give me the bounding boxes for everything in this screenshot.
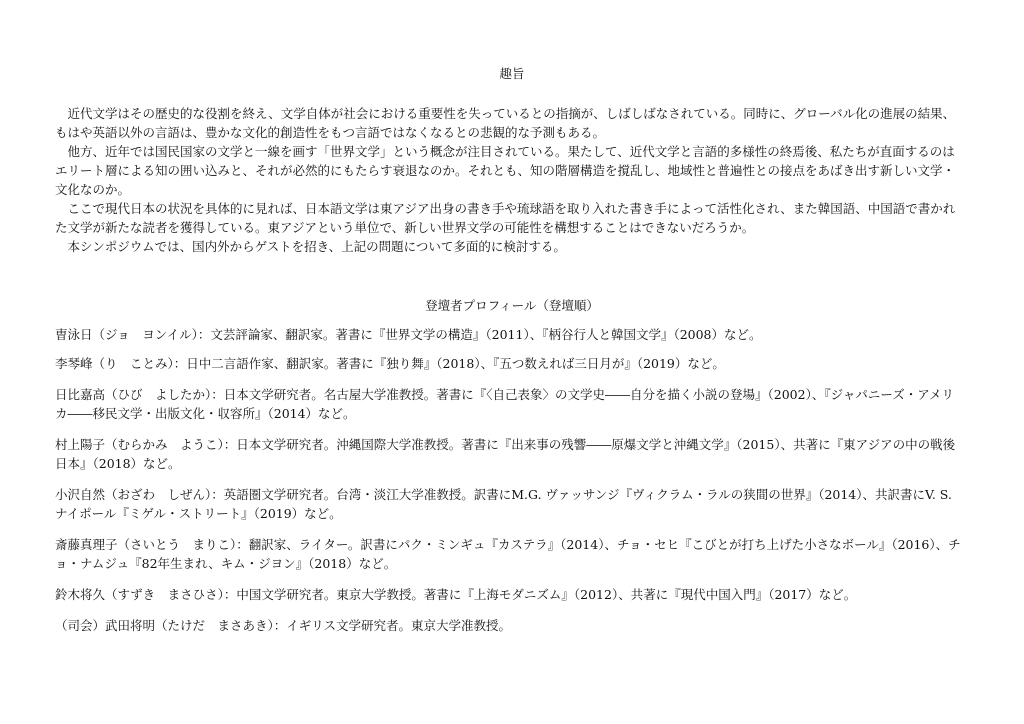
profile-item: 鈴木将久（すずき まさひさ）：中国文学研究者。東京大学教授。著書に『上海モダニズム』（2012）、共著に『現代中国入門』（2017）など。 — [55, 587, 857, 602]
profile-item: 斎藤真理子（さいとう まりこ）：翻訳家、ライター。訳書にパク・ミンギュ『カステラ』（2014）、チョ・セヒ『こびとが打ち上げた小さなボール』（2016）、チョ・ナムジュ『82年生まれ、キム・ジヨン』（2018）など。 — [55, 537, 961, 571]
profile-item: 日比嘉高（ひび よしたか）：日本文学研究者。名古屋大学准教授。著書に『〈自己表象〉の文学史――自分を描く小説の登場』（2002）、『ジャパニーズ・アメリカ――移民文学・出版文化・収容所』（2014）など。 — [55, 387, 954, 421]
profile-item: 小沢自然（おざわ しぜん）：英語圏文学研究者。台湾・淡江大学准教授。訳書にM.G. ヴァッサンジ『ヴィクラム・ラルの狭間の世界』（2014）、共訳書にV. S. ナイポール『ミゲル・ストリート』（2019）など。 — [55, 487, 952, 521]
intro-section — [55, 104, 965, 256]
intro-paragraph: 近代文学はその歴史的な役割を終え、文学自体が社会における重要性を失っているとの指摘が、しばしばなされている。同時に、グローバル化の進展の結果、もはや英語以外の言語は、豊かな文化的創造性をもつ言語ではなくなるとの悲観的な予測もある。 — [55, 106, 956, 140]
page-title: 趣旨 — [499, 66, 525, 81]
profiles-list — [55, 325, 965, 647]
intro-paragraph: ここで現代日本の状況を具体的に見れば、日本語文学は東アジア出身の書き手や琉球語を取り入れた書き手によって活性化され、また韓国語、中国語で書かれた文学が新たな読者を獲得している。東アジアという単位で、新しい世界文学の可能性を構想することはできないだろうか。 — [55, 201, 956, 235]
profile-item: 李琴峰（り ことみ）：日中二言語作家、翻訳家。著書に『独り舞』（2018）、『五つ数えれば三日月が』（2019）など。 — [55, 356, 725, 371]
profile-item: 曺泳日（ジョ ヨンイル）：文芸評論家、翻訳家。著書に『世界文学の構造』（2011）、『柄谷行人と韓国文学』（2008）など。 — [55, 327, 762, 342]
intro-paragraph: 他方、近年では国民国家の文学と一線を画す「世界文学」という概念が注目されている。果たして、近代文学と言語的多様性の終焉後、私たちが直面するのはエリート層による知の囲い込みと、それが必然的にもたらす衰退なのか。それとも、知の階層構造を撹乱し、地域性と普遍性との接点をあばき出す新しい文学・文化なのか。 — [55, 144, 956, 197]
profile-item: （司会）武田将明（たけだ まさあき）：イギリス文学研究者。東京大学准教授。 — [55, 618, 512, 633]
intro-paragraph: 本シンポジウムでは、国内外からゲストを招き、上記の問題について多面的に検討する。 — [67, 239, 566, 254]
profiles-heading: 登壇者プロフィール（登壇順） — [425, 298, 599, 313]
profile-item: 村上陽子（むらかみ ようこ）：日本文学研究者。沖縄国際大学准教授。著書に『出来事の残響――原爆文学と沖縄文学』（2015）、共著に『東アジアの中の戦後日本』（2018）など。 — [55, 437, 956, 471]
